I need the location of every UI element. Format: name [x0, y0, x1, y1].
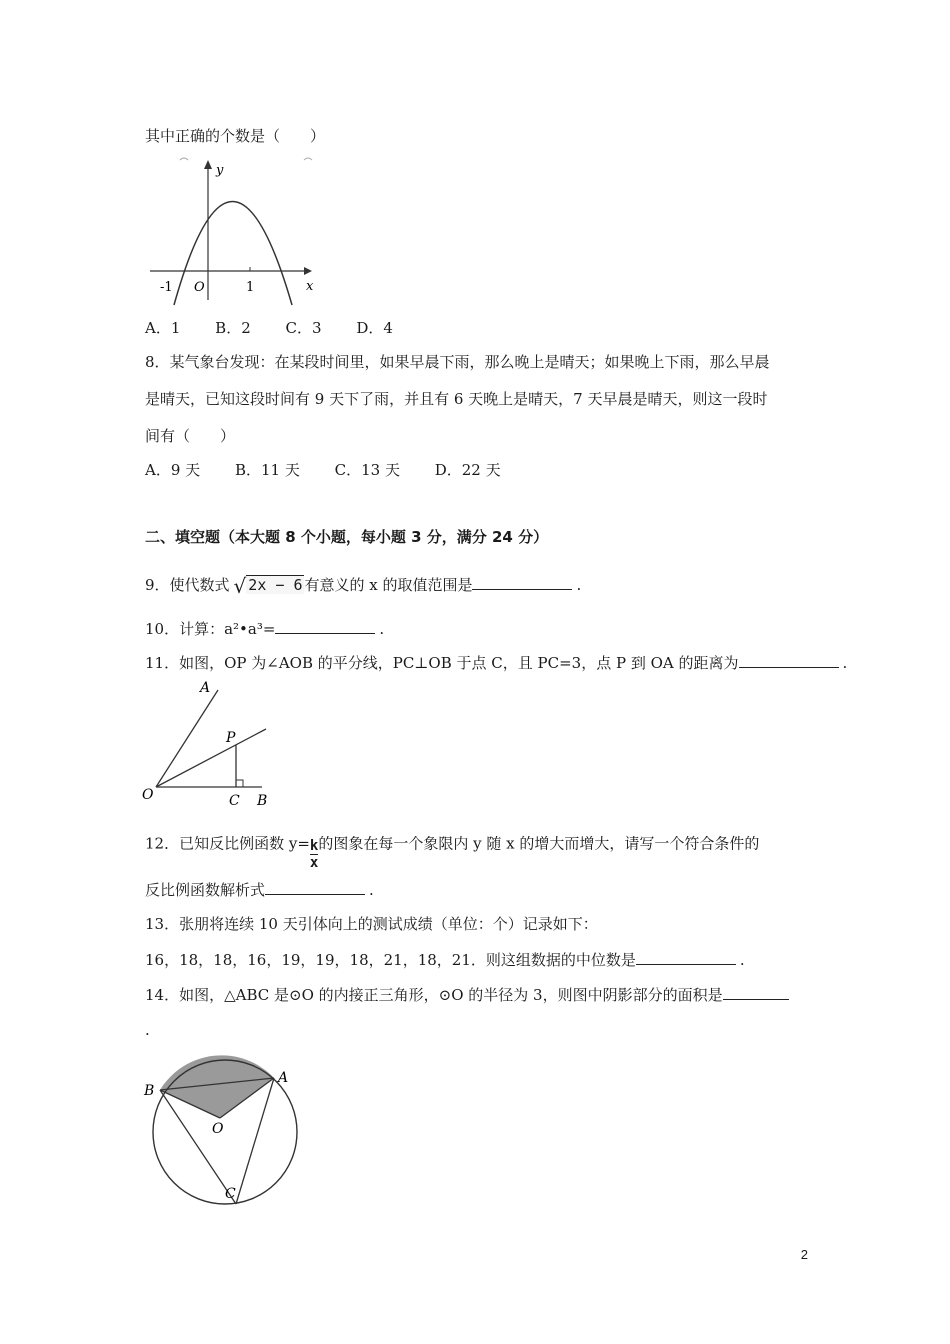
- q9-answer-blank[interactable]: [472, 575, 572, 590]
- q11-line: [145, 653, 847, 673]
- q10-end: .: [379, 620, 385, 638]
- q8-option-d: D．22 天: [434, 461, 501, 479]
- q8-option-c: C．13 天: [334, 461, 400, 479]
- q8-option-a: A．9 天: [145, 461, 201, 479]
- q12-suffix: 的图象在每一个象限内 y 随 x 的增大而增大，请写一个符合条件的: [318, 834, 760, 853]
- parabola-curve: [174, 202, 292, 306]
- page-number: 2: [800, 1247, 808, 1262]
- q9-suffix: 有意义的 x 的取值范围是: [304, 576, 473, 594]
- q12-line2-text: 反比例函数解析式: [145, 881, 266, 899]
- q13-answer-blank[interactable]: [636, 950, 736, 965]
- q7-question-tail: 其中正确的个数是（ ）: [145, 127, 326, 145]
- label-o: O: [142, 787, 154, 803]
- q12-end: .: [369, 881, 374, 899]
- label-o: O: [212, 1121, 224, 1137]
- q12-frac-numerator: k: [309, 838, 319, 854]
- q10-line: [145, 619, 384, 639]
- tick-1: 1: [246, 280, 255, 295]
- origin-label: O: [194, 280, 205, 295]
- q13-end: .: [739, 951, 745, 969]
- right-angle-mark: [236, 780, 243, 787]
- q7-option-d: D．4: [356, 319, 393, 337]
- q8-option-b: B．11 天: [234, 461, 300, 479]
- label-c: C: [229, 793, 240, 809]
- q13-line-2: [145, 950, 745, 970]
- label-p: P: [226, 730, 236, 746]
- q12-prefix: 12．已知反比例函数 y=: [145, 834, 310, 853]
- q8-options: [145, 460, 531, 480]
- q7-options: [145, 318, 423, 338]
- q12-line-1: [145, 828, 760, 871]
- q7-option-a: A．1: [145, 319, 181, 337]
- q12-fraction: [310, 838, 318, 871]
- x-axis-label: x: [306, 279, 314, 294]
- q10-prefix: 10．计算：a²•a³=: [145, 620, 276, 638]
- label-b: B: [257, 793, 268, 809]
- q11-text: 11．如图，OP 为∠AOB 的平分线，PC⊥OB 于点 C，且 PC=3，点 P 到 OA 的距离为: [145, 654, 739, 672]
- q14-circle-figure: [138, 1050, 308, 1210]
- q13-line-1: 13．张朋将连续 10 天引体向上的测试成绩（单位：个）记录如下：: [145, 915, 598, 933]
- q14-answer-blank[interactable]: [723, 985, 789, 1000]
- q14-line: [145, 985, 789, 1005]
- label-b: B: [144, 1083, 155, 1099]
- q12-line-2: [145, 880, 374, 900]
- q12-frac-denominator: x: [309, 855, 319, 871]
- q11-end: .: [842, 654, 848, 672]
- q9-line: [145, 573, 582, 598]
- q10-answer-blank[interactable]: [275, 619, 375, 634]
- q11-angle-figure: [140, 676, 290, 811]
- q14-end: .: [145, 1021, 150, 1039]
- q7-option-b: B．2: [215, 319, 251, 337]
- q8-line-2: 是晴天，已知这段时间有 9 天下了雨，并且有 6 天晚上是晴天，7 天早晨是晴天，则这一段时: [145, 390, 768, 408]
- label-c: C: [225, 1186, 236, 1202]
- q14-text: 14．如图，△ABC 是⊙O 的内接正三角形，⊙O 的半径为 3，则图中阴影部分的面积是: [145, 986, 723, 1004]
- q9-radical: √ 2x − 6: [233, 574, 303, 598]
- q11-answer-blank[interactable]: [739, 653, 839, 668]
- q9-end: .: [576, 576, 582, 594]
- q9-radicand: 2x − 6: [248, 576, 303, 594]
- ray-op: [156, 729, 266, 787]
- q7-parabola-graph: [140, 150, 330, 310]
- label-a: A: [278, 1070, 289, 1086]
- tick-neg1: -1: [160, 280, 173, 295]
- q7-option-c: C．3: [285, 319, 322, 337]
- q8-line-1: 8．某气象台发现：在某段时间里，如果早晨下雨，那么晚上是晴天；如果晚上下雨，那么早晨: [145, 353, 770, 371]
- shaded-region: [160, 1055, 274, 1118]
- y-axis-label: y: [216, 163, 224, 178]
- q13-line2-text: 16，18，18，16，19，19，18，21，18，21．则这组数据的中位数是: [145, 951, 636, 969]
- q12-answer-blank[interactable]: [265, 880, 365, 895]
- ray-oa: [156, 690, 218, 787]
- label-a: A: [200, 680, 211, 696]
- section-2-title: 二、填空题（本大题 8 个小题，每小题 3 分，满分 24 分）: [145, 528, 549, 546]
- q8-line-3: 间有（ ）: [145, 427, 236, 445]
- q9-prefix: 9．使代数式: [145, 576, 230, 594]
